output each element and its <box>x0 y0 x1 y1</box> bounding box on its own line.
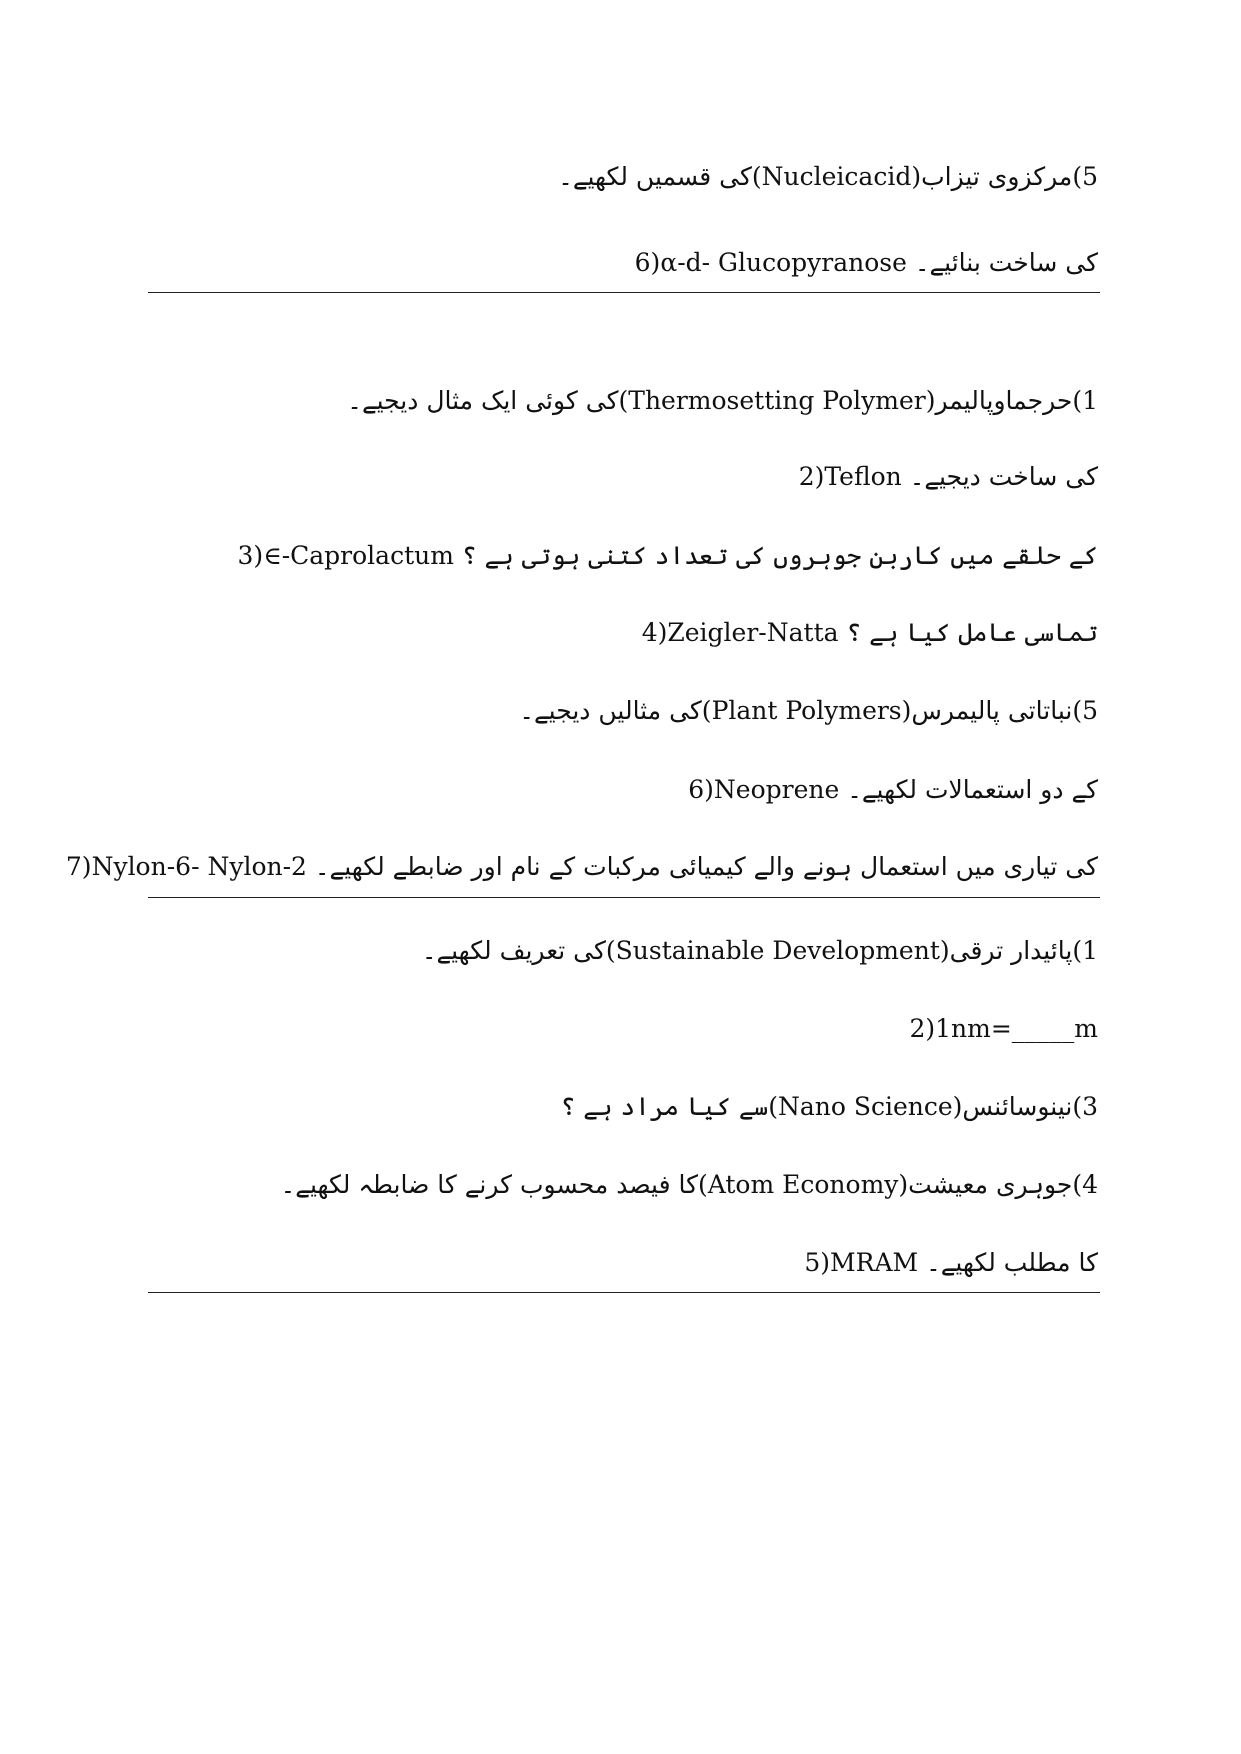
question-b-3: 3)∈-Caprolactum کے حلقے میں کاربن جوہروں کی تعداد کتنی ہوتی ہے ؟ <box>237 541 1098 570</box>
question-c-4: 4)جوہری معیشت(Atom Economy)کا فیصد محسوب کرنے کا ضابطہ لکھیے۔ <box>280 1170 1098 1199</box>
question-a-6: 6)α-d- Glucopyranose کی ساخت بنائیے۔ <box>634 248 1098 277</box>
question-b-2: 2)Teflon کی ساخت دیجیے۔ <box>798 462 1098 491</box>
question-b-6: 6)Neoprene کے دو استعمالات لکھیے۔ <box>688 775 1098 804</box>
question-c-2: 2)1nm=_____m <box>909 1014 1098 1043</box>
question-b-7: 7)Nylon-6- Nylon-2 کی تیاری میں استعمال ہونے والے کیمیائی مرکبات کے نام اور ضابطے لکھیے۔ <box>65 852 1098 881</box>
section-divider-3 <box>148 1292 1100 1293</box>
section-divider-2 <box>148 897 1100 898</box>
question-c-3: 3)نینوسائنس(Nano Science)سے کیا مراد ہے ؟ <box>560 1092 1098 1121</box>
section-divider-1 <box>148 292 1100 293</box>
question-b-5: 5)نباتاتی پالیمرس(Plant Polymers)کی مثالیں دیجیے۔ <box>519 696 1098 725</box>
question-b-4: 4)Zeigler-Natta تماسی عامل کیا ہے ؟ <box>641 618 1098 647</box>
question-b-1: 1)حرجماوپالیمر(Thermosetting Polymer)کی کوئی ایک مثال دیجیے۔ <box>347 386 1098 415</box>
question-c-5: 5)MRAM کا مطلب لکھیے۔ <box>804 1248 1098 1277</box>
question-c-1: 1)پائیدار ترقی(Sustainable Development)کی تعریف لکھیے۔ <box>421 936 1098 965</box>
question-a-5: 5)مرکزوی تیزاب(Nucleicacid)کی قسمیں لکھیے۔ <box>558 162 1098 191</box>
